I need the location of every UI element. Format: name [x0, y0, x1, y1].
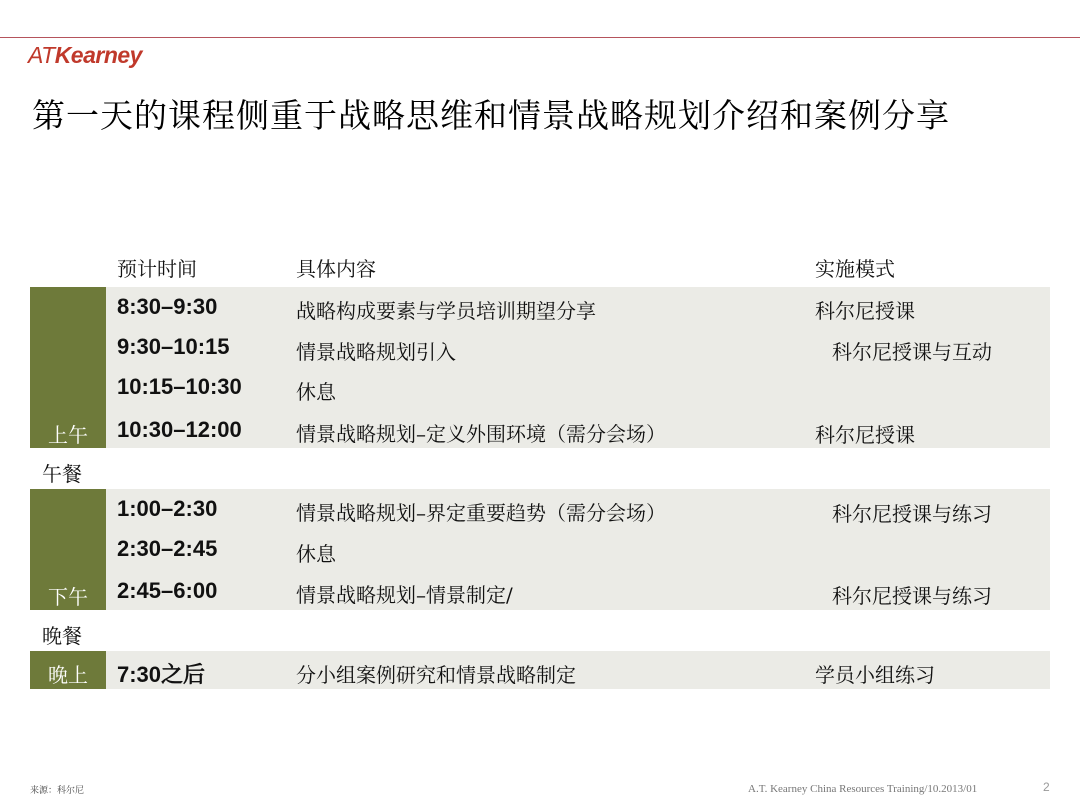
- row-content: 情景战略规划引入: [296, 340, 456, 364]
- row-content: 情景战略规划–情景制定/: [296, 583, 513, 607]
- company-logo: [28, 42, 142, 69]
- lunch-label: 午餐: [42, 462, 82, 486]
- header-mode: 实施模式: [815, 257, 895, 281]
- logo-at: AT: [28, 42, 55, 68]
- row-mode: 科尔尼授课与互动: [832, 340, 992, 364]
- row-mode: 科尔尼授课: [815, 299, 915, 323]
- row-time: 7:30之后: [117, 662, 206, 687]
- row-mode: 科尔尼授课与练习: [832, 502, 992, 526]
- evening-label: 晚上: [48, 663, 88, 687]
- row-time: 10:30–12:00: [117, 417, 242, 442]
- row-time: 10:15–10:30: [117, 374, 242, 399]
- row-mode: 科尔尼授课与练习: [832, 584, 992, 608]
- header-time: 预计时间: [117, 257, 197, 281]
- row-time: 2:30–2:45: [117, 536, 218, 561]
- dinner-label: 晚餐: [42, 624, 82, 648]
- source-note: 来源：科尔尼: [30, 786, 85, 796]
- row-content: 休息: [296, 380, 336, 404]
- header-content: 具体内容: [296, 257, 376, 281]
- row-content: 情景战略规划–定义外围环境（需分会场）: [296, 422, 666, 446]
- page-number: 2: [1043, 780, 1050, 794]
- row-content: 休息: [296, 542, 336, 566]
- afternoon-label: 下午: [48, 585, 88, 609]
- row-time: 1:00–2:30: [117, 496, 218, 521]
- row-content: 分小组案例研究和情景战略制定: [296, 663, 576, 687]
- logo-kearney: Kearney: [54, 42, 142, 68]
- morning-label: 上午: [48, 423, 88, 447]
- row-time: 9:30–10:15: [117, 334, 230, 359]
- top-divider-line: [0, 37, 1080, 38]
- row-mode: 学员小组练习: [815, 663, 935, 687]
- row-time: 8:30–9:30: [117, 294, 218, 319]
- row-time: 2:45–6:00: [117, 578, 218, 603]
- row-content: 战略构成要素与学员培训期望分享: [296, 299, 596, 323]
- footer-text: A.T. Kearney China Resources Training/10.2013/01: [748, 783, 978, 795]
- row-mode: 科尔尼授课: [815, 423, 915, 447]
- row-content: 情景战略规划–界定重要趋势（需分会场）: [296, 501, 666, 525]
- slide-title: 第一天的课程侧重于战略思维和情景战略规划介绍和案例分享: [32, 96, 950, 135]
